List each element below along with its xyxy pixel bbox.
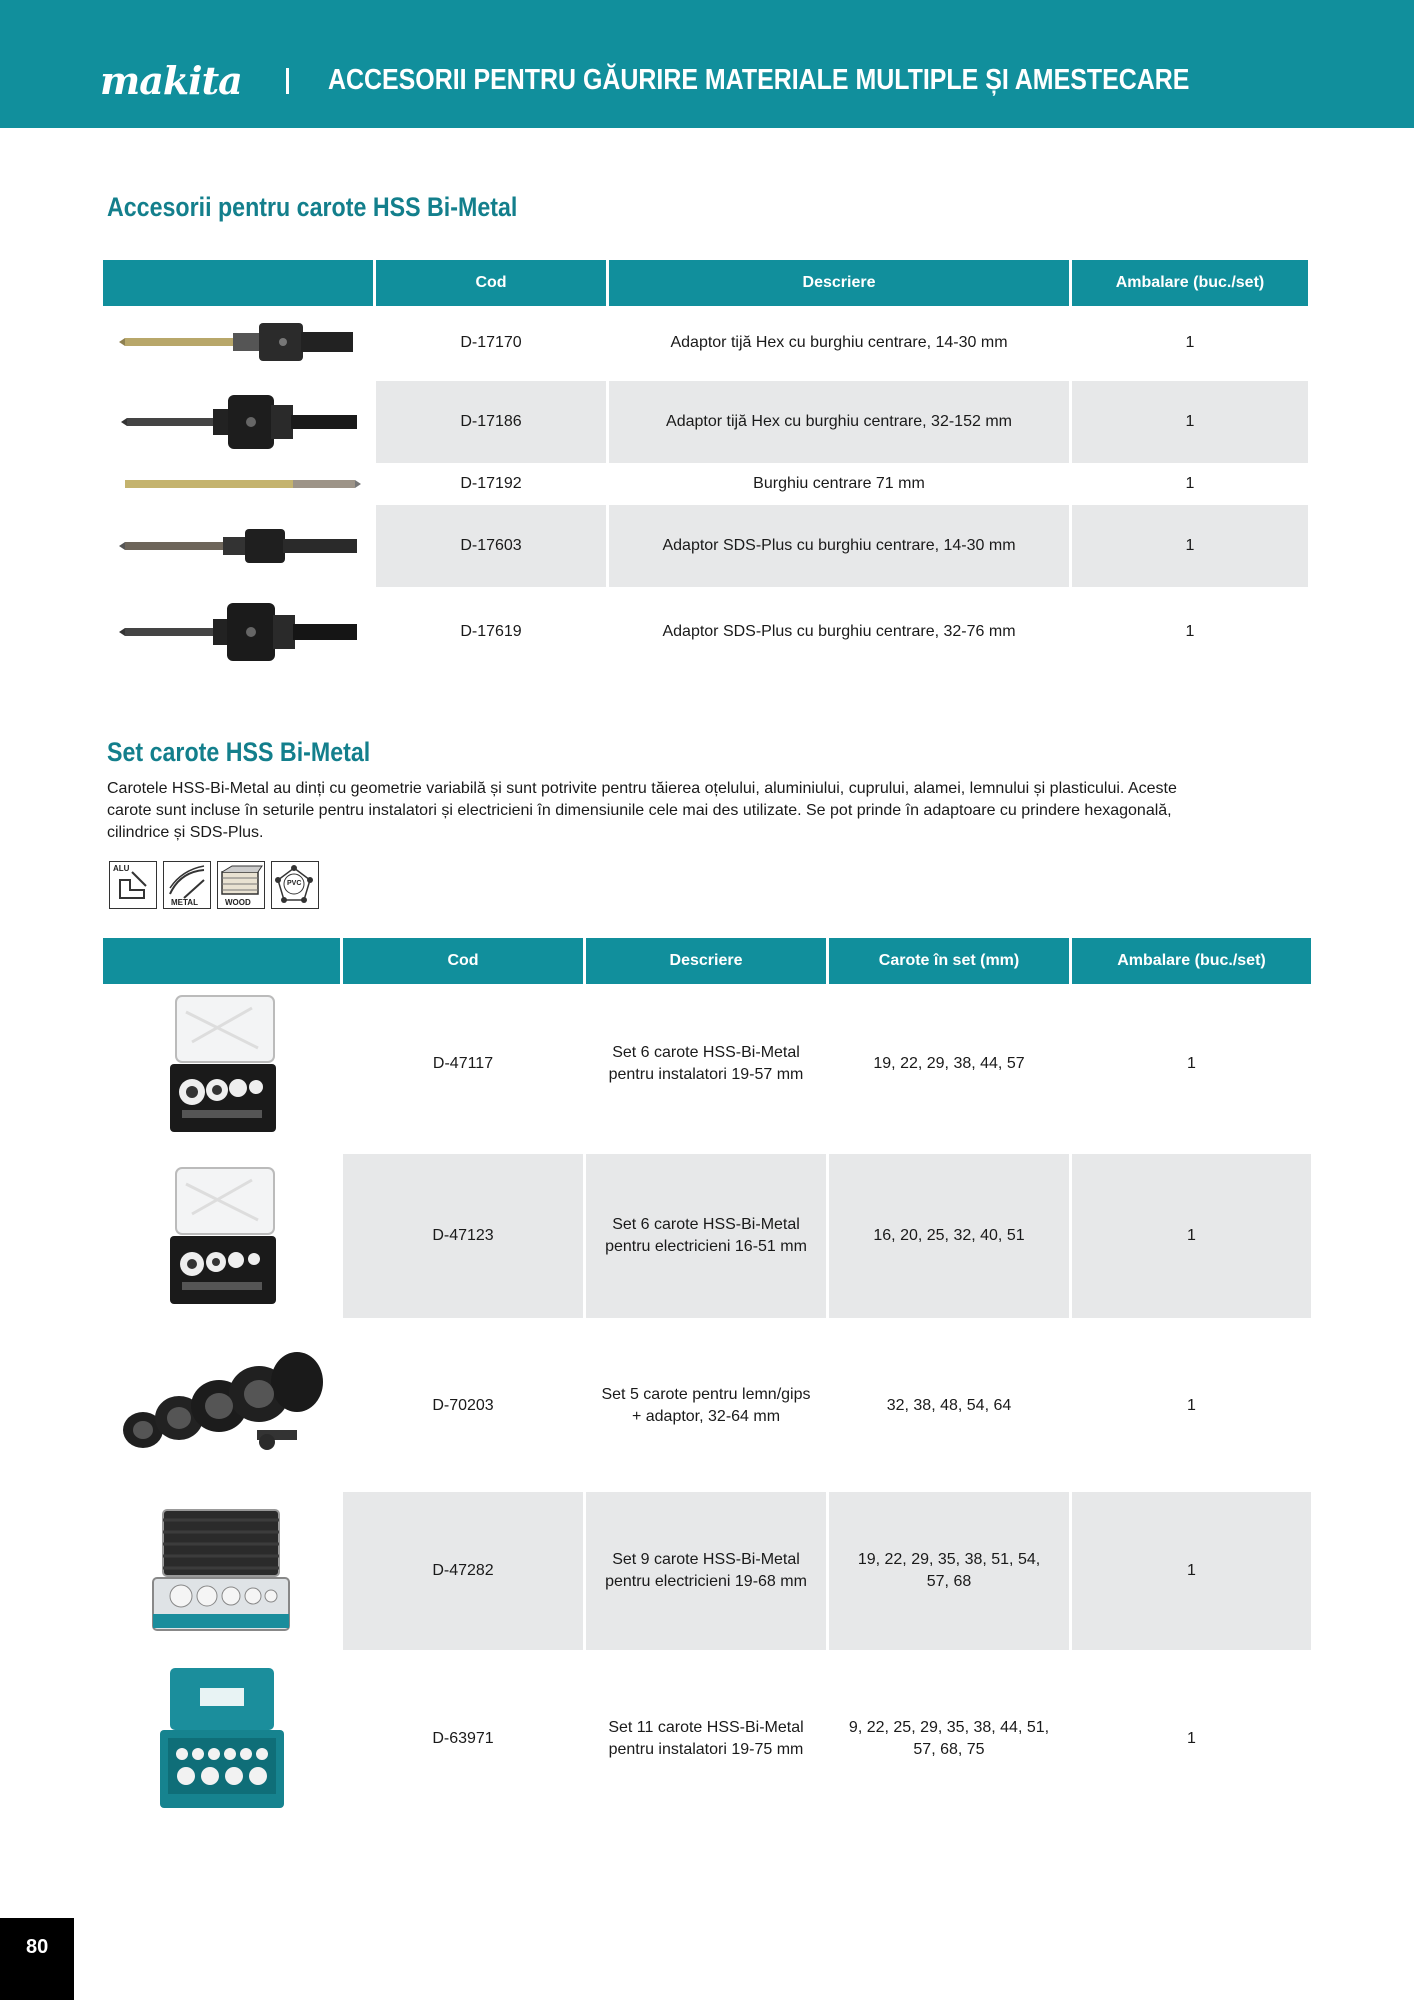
product-pack: 1	[1185, 475, 1195, 492]
column-header-code: Cod	[343, 938, 583, 984]
hex-adapter-icon	[113, 313, 363, 373]
product-sizes: 19, 22, 29, 35, 38, 51, 54, 57, 68	[829, 1492, 1069, 1650]
product-code: D-63971	[432, 1730, 494, 1747]
teal-case-icon	[152, 1664, 292, 1814]
product-code: D-17619	[460, 623, 522, 640]
product-image	[103, 590, 373, 674]
product-description: Adaptor SDS-Plus cu burghiu centrare, 14-30 mm	[609, 505, 1069, 587]
column-header-image	[103, 260, 373, 306]
product-pack: 1	[1072, 1154, 1311, 1318]
product-pack: 1	[1185, 334, 1195, 351]
table-row	[103, 381, 1311, 463]
table-row	[103, 466, 1311, 502]
table-row	[103, 988, 1311, 1140]
product-code: D-70203	[432, 1397, 494, 1414]
wood-icon: WOOD	[217, 861, 265, 909]
product-image	[103, 466, 373, 502]
table-row	[103, 1492, 1311, 1650]
column-header-image	[103, 938, 340, 984]
column-header-description: Descriere	[609, 260, 1069, 306]
product-sizes: 16, 20, 25, 32, 40, 51	[829, 1154, 1069, 1318]
product-description: Set 6 carote HSS-Bi-Metal pentru instalatori 19-57 mm	[608, 1044, 804, 1083]
product-pack: 1	[1072, 381, 1308, 463]
product-description: Set 11 carote HSS-Bi-Metal pentru instalatori 19-75 mm	[608, 1719, 804, 1758]
product-pack: 1	[1072, 1492, 1311, 1650]
product-image	[103, 505, 373, 587]
pvc-icon: PVC	[271, 861, 319, 909]
column-header-sizes: Carote în set (mm)	[829, 938, 1069, 984]
product-code: D-17170	[460, 334, 522, 351]
page-number: 80	[26, 1936, 49, 1958]
table-row	[103, 505, 1311, 587]
product-sizes: 9, 22, 25, 29, 35, 38, 44, 51, 57, 68, 75	[848, 1719, 1050, 1758]
product-sizes: 19, 22, 29, 38, 44, 57	[873, 1055, 1025, 1072]
sds-adapter-large-icon	[113, 597, 363, 667]
column-header-pack: Ambalare (buc./set)	[1072, 260, 1308, 306]
product-pack: 1	[1072, 505, 1308, 587]
pilot-drill-icon	[113, 474, 363, 494]
product-code: D-47117	[432, 1055, 494, 1072]
product-code: D-47123	[343, 1154, 583, 1318]
column-header-code: Cod	[376, 260, 606, 306]
metal-icon: METAL	[163, 861, 211, 909]
hole-saw-set-icon	[117, 1346, 327, 1466]
product-image	[103, 988, 340, 1140]
alu-icon: ALU	[109, 861, 157, 909]
page-header	[0, 0, 1414, 128]
aluminium-case-icon	[147, 1506, 297, 1636]
section2-title: Set carote HSS Bi-Metal	[107, 737, 371, 767]
product-description: Set 5 carote pentru lemn/gips + adaptor, 32-64 mm	[601, 1386, 811, 1425]
product-sizes: 32, 38, 48, 54, 64	[886, 1397, 1012, 1414]
product-image	[103, 1660, 340, 1818]
makita-logo: makita	[100, 58, 242, 103]
hex-adapter-large-icon	[113, 387, 363, 457]
product-code: D-17603	[376, 505, 606, 587]
column-header-pack: Ambalare (buc./set)	[1072, 938, 1311, 984]
section1-table-header	[103, 260, 1311, 306]
material-icons	[109, 861, 319, 909]
page-number-box	[0, 1918, 74, 2000]
product-image	[103, 1492, 340, 1650]
white-case-icon	[162, 1164, 282, 1309]
section1-title: Accesorii pentru carote HSS Bi-Metal	[107, 192, 518, 222]
table-row	[103, 1154, 1311, 1318]
table-row	[103, 1330, 1311, 1482]
product-image	[103, 302, 373, 384]
product-pack: 1	[1187, 1055, 1196, 1072]
product-description: Set 9 carote HSS-Bi-Metal pentru electricieni 19-68 mm	[586, 1492, 826, 1650]
product-image	[103, 1154, 340, 1318]
section2-description: Carotele HSS-Bi-Metal au dinți cu geometrie variabilă și sunt potrivite pentru tăierea oțelului, aluminiului, cuprului, alamei, lemnului și plasticului. Aceste carote sunt incluse în seturile pentru instalatori și electricieni în dimensiunile cele mai des utilizate. Se pot prinde în adaptoare cu prindere hexagonală, cilindrice și SDS-Plus.	[107, 780, 1177, 841]
product-description: Set 6 carote HSS-Bi-Metal pentru electricieni 16-51 mm	[586, 1154, 826, 1318]
product-code: D-47282	[343, 1492, 583, 1650]
product-image	[103, 1330, 340, 1482]
table-row	[103, 302, 1311, 384]
column-header-description: Descriere	[586, 938, 826, 984]
product-pack: 1	[1185, 623, 1195, 640]
table-row	[103, 1660, 1311, 1818]
product-description: Adaptor SDS-Plus cu burghiu centrare, 32-76 mm	[662, 623, 1016, 640]
product-pack: 1	[1187, 1397, 1196, 1414]
sds-adapter-icon	[113, 521, 363, 571]
white-case-icon	[162, 992, 282, 1137]
product-pack: 1	[1187, 1730, 1196, 1747]
product-code: D-17192	[460, 475, 522, 492]
header-title: ACCESORII PENTRU GĂURIRE MATERIALE MULTIPLE ȘI AMESTECARE	[328, 64, 1190, 96]
product-code: D-17186	[376, 381, 606, 463]
section2-table-header	[103, 938, 1311, 984]
product-description: Adaptor tijă Hex cu burghiu centrare, 14-30 mm	[670, 334, 1008, 351]
table-row	[103, 590, 1311, 674]
product-image	[103, 381, 373, 463]
product-description: Adaptor tijă Hex cu burghiu centrare, 32-152 mm	[609, 381, 1069, 463]
product-description: Burghiu centrare 71 mm	[753, 475, 925, 492]
header-divider	[286, 68, 289, 94]
